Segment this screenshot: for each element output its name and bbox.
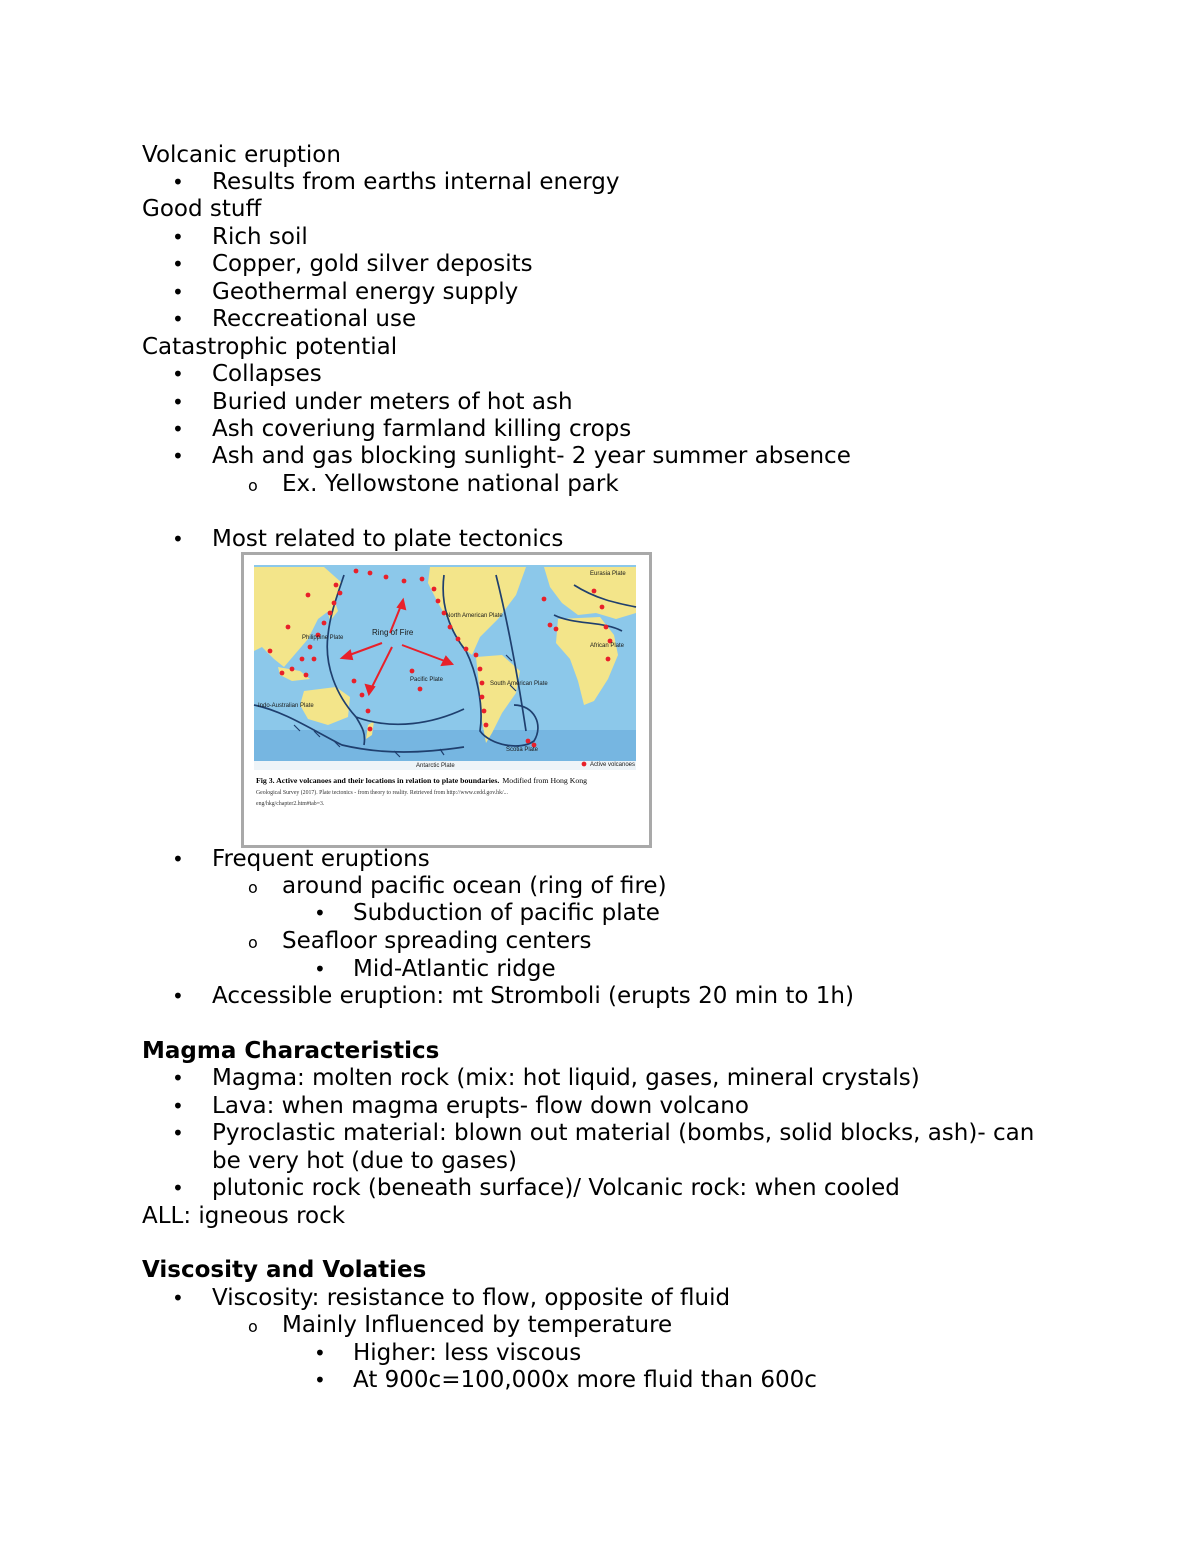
volcano-map-figure	[241, 552, 652, 848]
bullet-icon: •	[172, 362, 184, 386]
label-south-american-plate: South American Plate	[490, 681, 548, 687]
label-north-american-plate: North American Plate	[446, 613, 503, 619]
list-item: Buried under meters of hot ash	[212, 389, 573, 415]
sub-list-item: Seafloor spreading centers	[282, 928, 592, 954]
list-item: Accessible eruption: mt Stromboli (erupts 20 min to 1h)	[212, 983, 854, 1009]
label-pacific-plate: Pacific Plate	[410, 677, 444, 683]
label-indo-australian-plate: Indo-Australian Plate	[258, 703, 314, 709]
sub-list-item: Ex. Yellowstone national park	[282, 471, 619, 497]
label-scotia-plate: Scotia Plate	[506, 747, 539, 753]
bullet-icon: •	[172, 390, 184, 414]
sub-list-item: Mainly Influenced by temperature	[282, 1312, 673, 1338]
legend-label: Active volcanoes	[590, 762, 636, 768]
circle-bullet-icon: o	[248, 933, 258, 952]
list-item: Ash coveriung farmland killing crops	[212, 416, 632, 442]
list-item: Geothermal energy supply	[212, 279, 519, 305]
bullet-icon: •	[172, 984, 184, 1008]
bullet-icon: •	[172, 252, 184, 276]
sub-sub-list-item: Mid-Atlantic ridge	[353, 956, 556, 982]
sub-sub-list-item: Higher: less viscous	[353, 1340, 582, 1366]
list-item: Ash and gas blocking sunlight- 2 year summer absence	[212, 443, 851, 469]
bullet-icon: •	[172, 280, 184, 304]
bullet-icon: •	[172, 1121, 184, 1145]
list-item: Rich soil	[212, 224, 308, 250]
list-item: Viscosity: resistance to flow, opposite of fluid	[212, 1285, 731, 1311]
sub-list-item: around pacific ocean (ring of fire)	[282, 873, 667, 899]
list-item: Magma: molten rock (mix: hot liquid, gases, mineral crystals)	[212, 1065, 920, 1091]
bullet-icon: •	[172, 1286, 184, 1310]
bullet-icon: •	[172, 170, 184, 194]
bullet-icon: •	[172, 847, 184, 871]
sub-sub-list-item: Subduction of pacific plate	[353, 900, 660, 926]
list-item: Reccreational use	[212, 306, 417, 332]
list-item: plutonic rock (beneath surface)/ Volcanic rock: when cooled	[212, 1175, 900, 1201]
bullet-icon: •	[314, 1341, 326, 1365]
bullet-icon: •	[172, 307, 184, 331]
list-item: Frequent eruptions	[212, 846, 430, 872]
list-item: Lava: when magma erupts- flow down volcano	[212, 1093, 749, 1119]
heading-catastrophic-potential: Catastrophic potential	[142, 334, 398, 360]
world-map-svg	[244, 555, 649, 845]
figure-caption-line1: Fig 3. Active volcanoes and their locations in relation to plate boundaries. Modified from Hong Kong	[256, 776, 588, 785]
bullet-icon: •	[172, 1176, 184, 1200]
label-eurasia-plate: Eurasia Plate	[590, 571, 626, 577]
label-ring-of-fire: Ring of Fire	[372, 628, 414, 637]
bullet-icon: •	[172, 225, 184, 249]
bullet-icon: •	[314, 901, 326, 925]
heading-good-stuff: Good stuff	[142, 196, 262, 222]
legend-marker	[582, 762, 587, 767]
figure-caption-line2: Geological Survey (2017). Plate tectonics - from theory to reality. Retrieved from http://www.cedd.gov.hk/...	[256, 790, 508, 796]
bullet-icon: •	[172, 444, 184, 468]
heading-viscosity-volaties: Viscosity and Volaties	[142, 1257, 427, 1283]
heading-volcanic-eruption: Volcanic eruption	[142, 142, 341, 168]
bullet-icon: •	[172, 1094, 184, 1118]
circle-bullet-icon: o	[248, 1317, 258, 1336]
label-african-plate: African Plate	[590, 643, 625, 649]
list-item: Most related to plate tectonics	[212, 526, 564, 552]
summary-line: ALL: igneous rock	[142, 1203, 346, 1229]
circle-bullet-icon: o	[248, 476, 258, 495]
label-antarctic-plate: Antarctic Plate	[416, 763, 455, 769]
list-item: Results from earths internal energy	[212, 169, 620, 195]
bullet-icon: •	[314, 957, 326, 981]
label-philippine-plate: Philippine Plate	[302, 635, 344, 641]
list-item: Collapses	[212, 361, 322, 387]
list-item-continuation: be very hot (due to gases)	[212, 1148, 517, 1174]
list-item: Copper, gold silver deposits	[212, 251, 533, 277]
heading-magma-characteristics: Magma Characteristics	[142, 1038, 440, 1064]
bullet-icon: •	[172, 527, 184, 551]
circle-bullet-icon: o	[248, 878, 258, 897]
list-item: Pyroclastic material: blown out material (bombs, solid blocks, ash)- can	[212, 1120, 1035, 1146]
bullet-icon: •	[172, 417, 184, 441]
bullet-icon: •	[314, 1368, 326, 1392]
sub-sub-list-item: At 900c=100,000x more fluid than 600c	[353, 1367, 817, 1393]
bullet-icon: •	[172, 1066, 184, 1090]
figure-caption-line3: eng/hkg/chapter2.htm#tab=3.	[256, 801, 325, 807]
